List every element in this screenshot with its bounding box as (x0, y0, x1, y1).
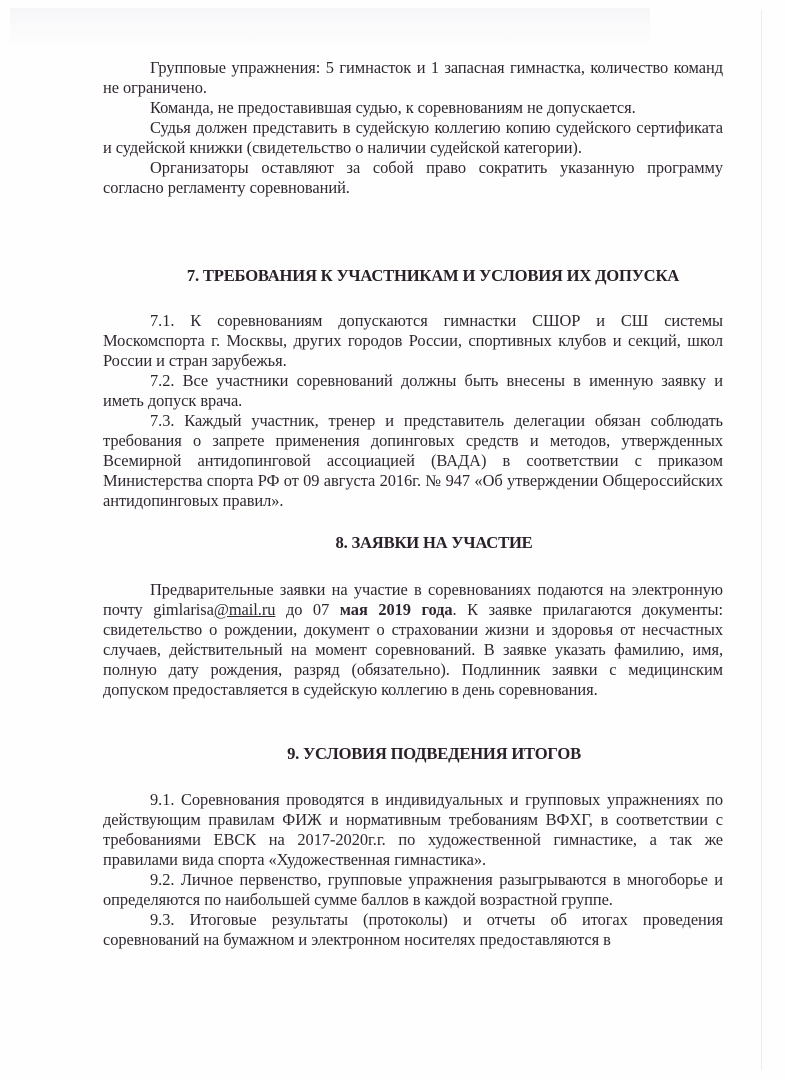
email-user: gimlarisa (153, 600, 214, 619)
clause-9-3: 9.3. Итоговые результаты (протоколы) и отчеты об итогах проведения соревнований на бумажном и электронном носителях предоставляются в (103, 910, 723, 949)
intro-section (103, 58, 723, 198)
section-9-body (103, 790, 723, 950)
document-body (103, 58, 723, 950)
deadline-prefix: до 07 (275, 600, 340, 619)
clause-7-3: 7.3. Каждый участник, тренер и представитель делегации обязан соблюдать требования о запрете применения допинговых средств и методов, утвержденных Всемирной антидопинговой ассоциацией (ВАДА) в соответствии с приказом Министерства спорта РФ от 09 августа 2016г. № 947 «Об утверждении Общероссийских антидопинговых правил». (103, 411, 723, 510)
section-8-body (103, 580, 723, 700)
application-text-rest: . К заявке прилагаются документы: свидетельство о рождении, документ о страховании жизни и здоровья от несчастных случаев, действительный на момент соревнований. В заявке указать фамилию, имя, полную дату рождения, разряд (обязательно). Подлинник заявки с медицинским допуском предоставляется в судейскую коллегию в день соревнования. (103, 600, 723, 699)
section-8-heading: 8. ЗАЯВКИ НА УЧАСТИЕ (335, 533, 533, 552)
intro-paragraph-4: Организаторы оставляют за собой право сократить указанную программу согласно регламенту соревнований. (103, 158, 723, 197)
section-7-body (103, 311, 723, 511)
deadline-date: мая 2019 года (339, 600, 453, 619)
page-edge-line (761, 10, 762, 1070)
scan-shadow (10, 8, 650, 48)
clause-7-2: 7.2. Все участники соревнований должны быть внесены в именную заявку и иметь допуск врача. (103, 371, 723, 410)
intro-paragraph-2: Команда, не предоставившая судью, к соревнованиям не допускается. (150, 98, 636, 117)
application-paragraph (103, 580, 723, 700)
section-9-heading: 9. УСЛОВИЯ ПОДВЕДЕНИЯ ИТОГОВ (287, 744, 581, 763)
section-7-heading: 7. ТРЕБОВАНИЯ К УЧАСТНИКАМ И УСЛОВИЯ ИХ ДОПУСКА (186, 266, 680, 285)
intro-paragraph-3: Судья должен представить в судейскую коллегию копию судейского сертификата и судейской книжки (свидетельство о наличии судейской категории). (103, 118, 723, 157)
clause-9-2: 9.2. Личное первенство, групповые упражнения разыгрываются в многоборье и определяются по наибольшей сумме баллов в каждой возрастной группе. (103, 870, 723, 909)
email-link[interactable]: @mail.ru (213, 600, 276, 619)
application-text-lead: Предварительные заявки на участие в соревнованиях подаются на электронную почту (103, 580, 723, 619)
clause-7-1: 7.1. К соревнованиям допускаются гимнастки СШОР и СШ системы Москомспорта г. Москвы, других городов России, спортивных клубов и секций, школ России и стран зарубежья. (103, 311, 723, 370)
intro-paragraph-1: Групповые упражнения: 5 гимнасток и 1 запасная гимнастка, количество команд не ограничено. (103, 58, 723, 97)
clause-9-1: 9.1. Соревнования проводятся в индивидуальных и групповых упражнениях по действующим правилам ФИЖ и нормативным требованиям ВФХГ, в соответствии с требованиями ЕВСК на 2017-2020г.г. по художественной гимнастике, а так же правилами вида спорта «Художественная гимнастика». (103, 790, 723, 869)
